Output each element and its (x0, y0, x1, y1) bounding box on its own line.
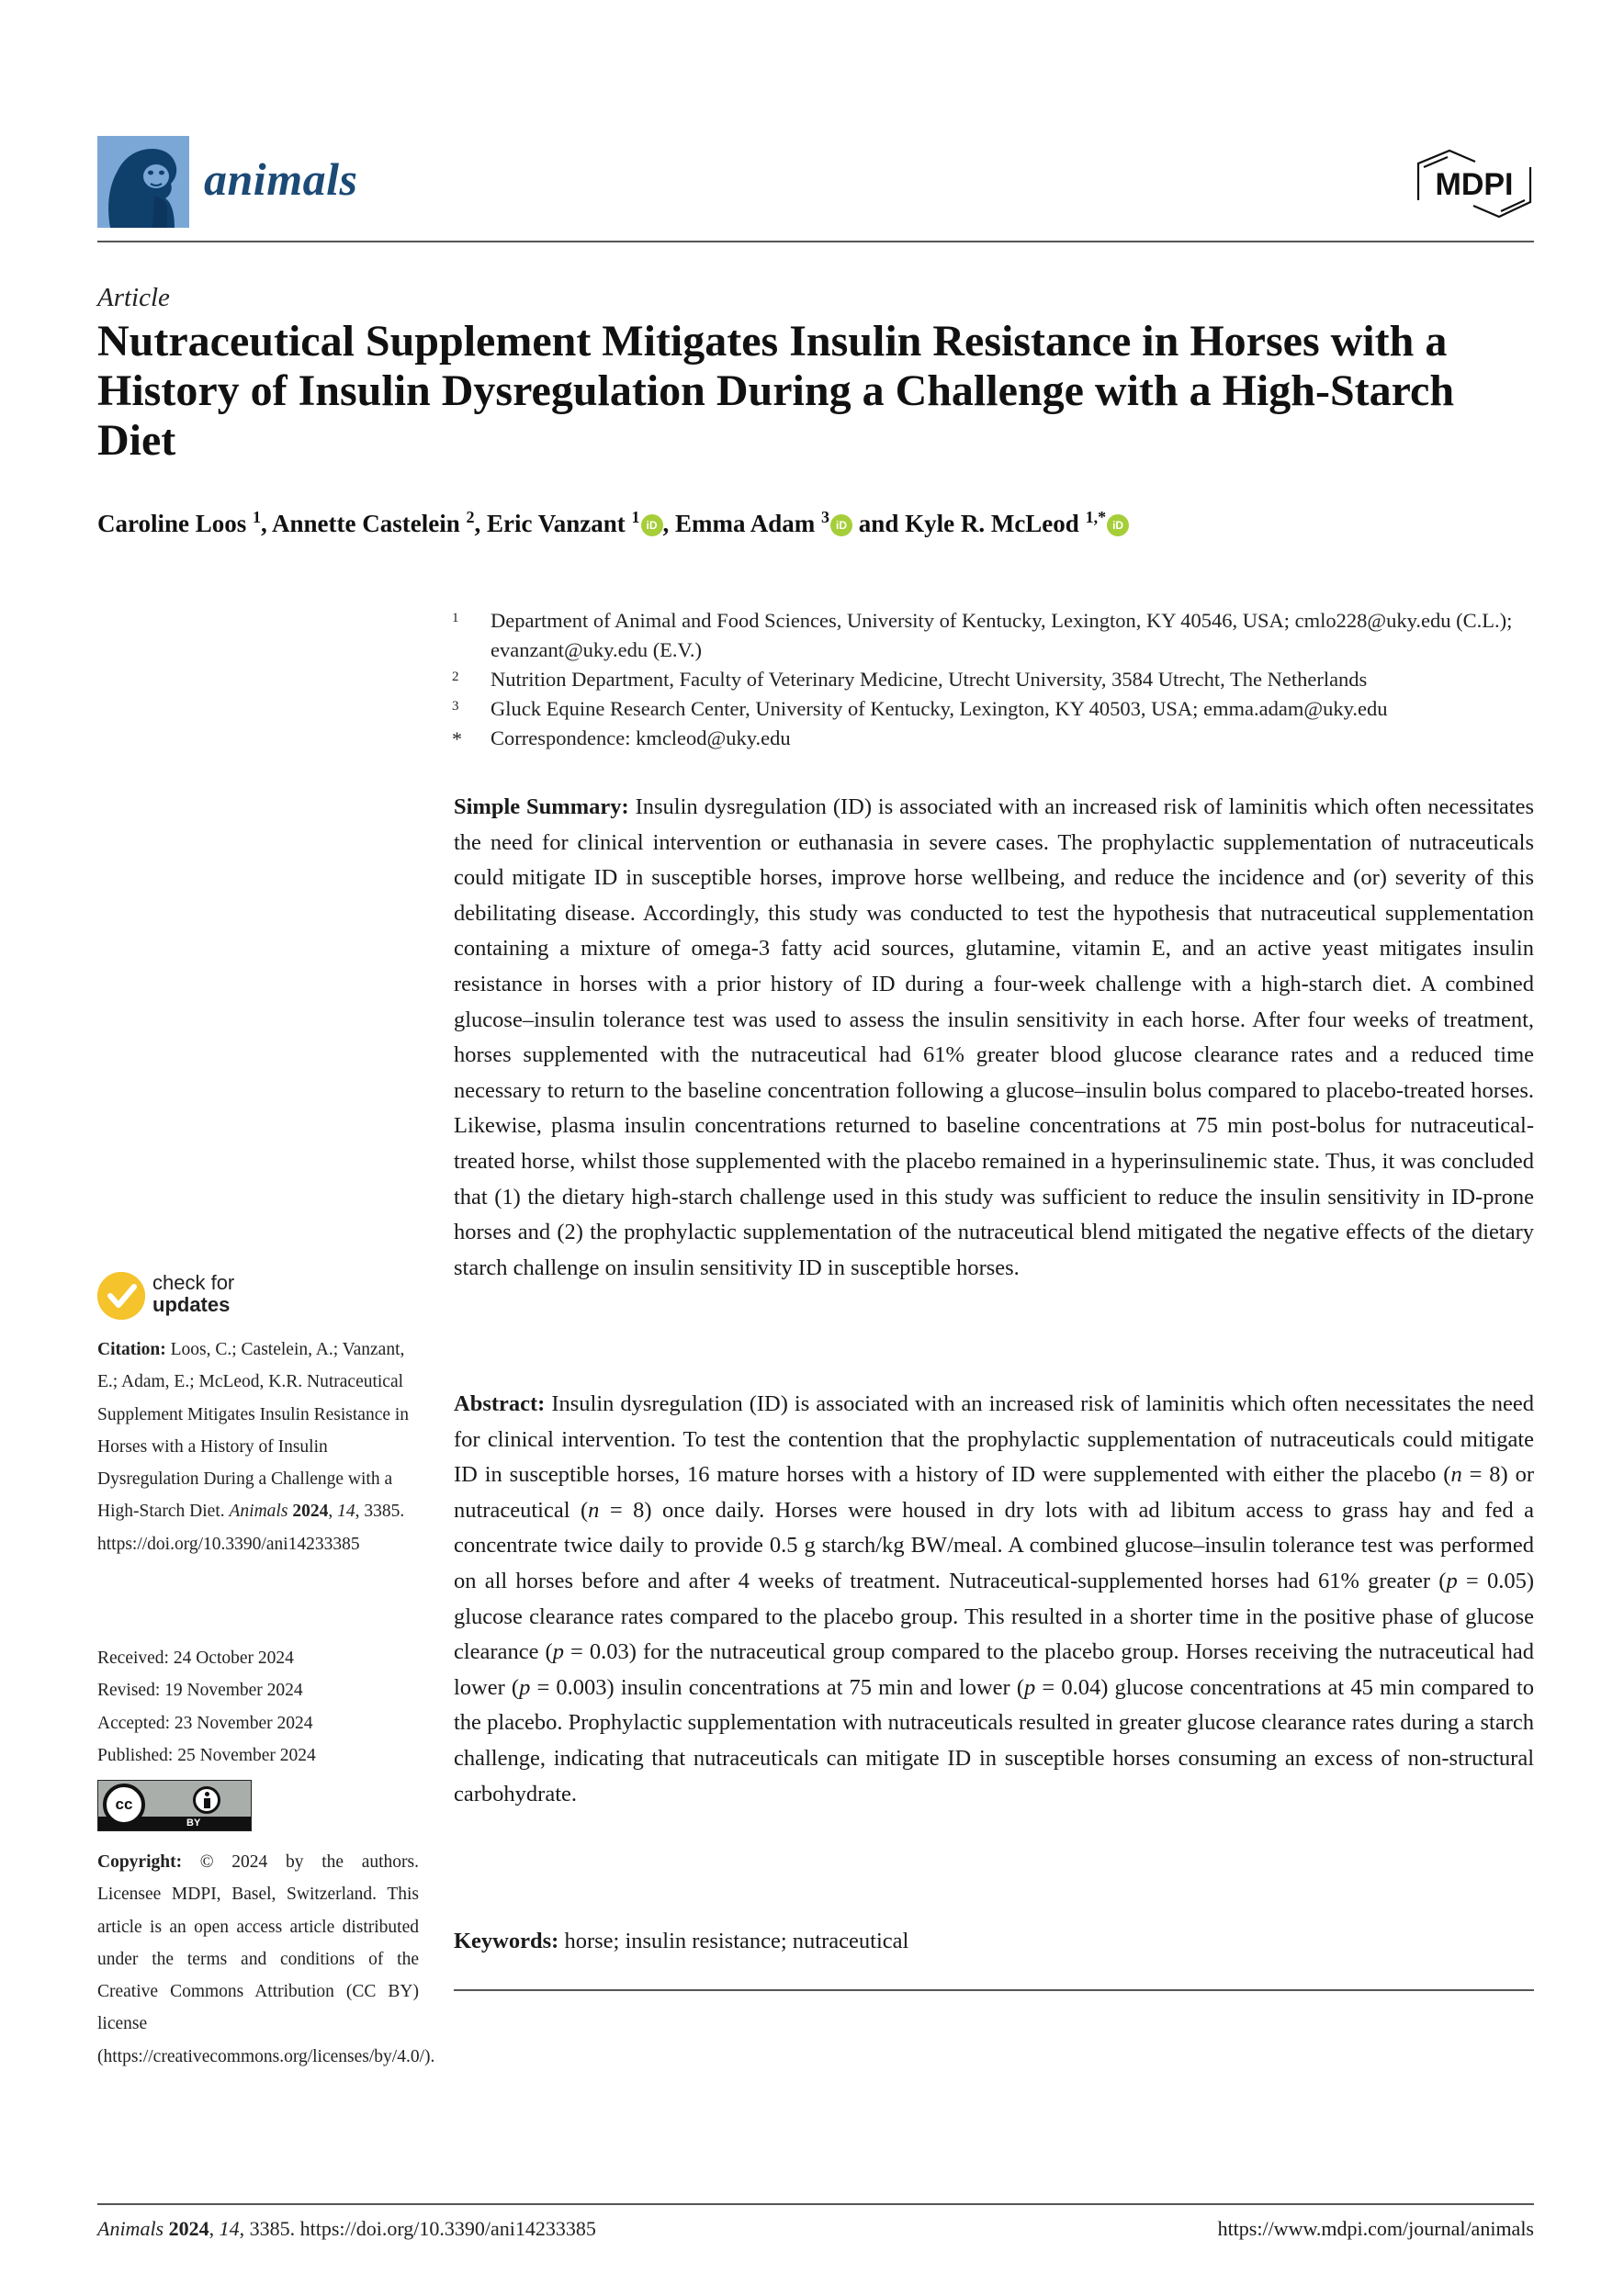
svg-text:MDPI: MDPI (1435, 167, 1514, 202)
simple-summary-text: Insulin dysregulation (ID) is associated with an increased risk of laminitis which often necessitates the need for clinical intervention or euthanasia in severe cases. The prophylactic supplementation of nutraceuticals could mitigate ID in susceptible horses, improve horse wellbeing, and reduce the incidence and (or) severity of this debilitating disease. Accordingly, this study was conducted to test the hypothesis that nutraceutical supplementation containing a mixture of omega-3 fatty acid sources, glutamine, vitamin E, and an active yeast mitigates insulin resistance in horses with a prior history of ID during a four-week challenge with a high-starch diet. A combined glucose–insulin tolerance test was used to assess the insulin sensitivity in each horse. After four weeks of treatment, horses supplemented with the nutraceutical had 61% greater blood glucose clearance rates and a reduced time necessary to return to the baseline concentration following a glucose–insulin bolus compared to placebo-treated horses. Likewise, plasma insulin concentrations returned to baseline concentrations at 75 min post-bolus for nutraceutical-treated horse, whilst those supplemented with the placebo remained in a hyperinsulinemic state. Thus, it was concluded that (1) the dietary high-starch challenge used in this study was sufficient to reduce the insulin sensitivity in ID-prone horses and (2) the prophylactic supplementation of the nutraceutical blend mitigated the negative effects of the dietary starch challenge on insulin sensitivity ID in susceptible horses. (454, 794, 1535, 1280)
attribution-person-icon (193, 1786, 220, 1814)
footer-divider (97, 2203, 1534, 2205)
keywords (454, 1924, 1534, 1960)
author-affiliation-mark: 1 (253, 508, 262, 526)
journal-name[interactable]: animals (204, 153, 358, 205)
footer-citation: Animals 2024, 14, 3385. https://doi.org/10.3390/ani14233385 (97, 2217, 596, 2240)
header-divider (97, 241, 1534, 242)
check-updates-line2: updates (152, 1293, 231, 1316)
abstract-label: Abstract: (454, 1391, 546, 1416)
check-updates-line1: check for (152, 1271, 235, 1294)
citation-block: Citation: Loos, C.; Castelein, A.; Vanzant, E.; Adam, E.; McLeod, K.R. Nutraceutical Supplement Mitigates Insulin Resistance in Horses with a History of Insulin Dysregulation During a Challenge with a High-Starch Diet. Animals 2024, 14, 3385. https://doi.org/10.3390/ani14233385 (97, 1340, 410, 1554)
abstract: Abstract: Insulin dysregulation (ID) is associated with an increased risk of laminitis which often necessitates the need for clinical intervention. To test the contention that the prophylactic supplementation of nutraceuticals could mitigate ID in susceptible horses, 16 mature horses with a history of ID were supplemented with either the placebo (n = 8) or nutraceutical (n = 8) once daily. Horses were housed in dry lots with ad libitum access to grass hay and fed a concentrate twice daily to provide 0.5 g starch/kg BW/meal. A combined glucose–insulin tolerance test was performed on all horses before and after 4 weeks of treatment. Nutraceutical-supplemented horses had 61% greater (p = 0.05) glucose clearance rates compared to the placebo group. This resulted in a shorter time in the positive phase of glucose clearance (p = 0.03) for the nutraceutical group compared to the placebo group. Horses receiving the nutraceutical had lower (p = 0.003) insulin concentrations at 75 min and lower (p = 0.04) glucose concentrations at 45 min compared to the placebo. Prophylactic supplementation with nutraceuticals resulted in greater glucose clearance rates during a starch challenge, indicating that nutraceuticals can mitigate ID in susceptible horses consuming an excess of non-structural carbohydrate. (454, 1391, 1535, 1806)
affiliation-text: Nutrition Department, Faculty of Veterinary Medicine, Utrecht University, 3584 Utrecht, The Netherlands (491, 668, 1368, 691)
cc-by-license-icon[interactable] (97, 1780, 252, 1831)
date-accepted: Accepted: 23 November 2024 (97, 1713, 313, 1733)
body-divider (454, 1989, 1534, 1991)
date-received: Received: 24 October 2024 (97, 1649, 294, 1668)
simple-summary-label: Simple Summary: (454, 794, 629, 819)
date-published: Published: 25 November 2024 (97, 1745, 316, 1765)
date-revised: Revised: 19 November 2024 (97, 1681, 303, 1701)
orcid-icon[interactable]: iD (1107, 514, 1129, 536)
article-type-label: Article (97, 283, 170, 312)
page-header (97, 136, 1534, 242)
simple-summary (454, 790, 1534, 1286)
footer-doi-link[interactable]: https://doi.org/10.3390/ani14233385 (299, 2217, 596, 2240)
check-updates-icon (97, 1272, 145, 1320)
affiliation-mark: 1 (452, 611, 459, 625)
author-name[interactable]: Kyle R. McLeod (905, 510, 1079, 537)
correspondence-text: Correspondence: kmcleod@uky.edu (491, 726, 791, 749)
affiliation-item (452, 694, 1536, 724)
author-affiliation-mark: 2 (466, 508, 475, 526)
affiliation-mark: 3 (452, 699, 459, 714)
affiliation-item (452, 724, 1536, 755)
affiliation-item (452, 606, 1536, 665)
author-affiliation-mark: 3 (821, 508, 830, 526)
affiliation-text: Gluck Equine Research Center, University of Kentucky, Lexington, KY 40503, USA; emma.adam@uky.edu (491, 697, 1388, 720)
citation-doi-link[interactable]: https://doi.org/10.3390/ani14233385 (97, 1534, 360, 1554)
keywords-label: Keywords: (454, 1929, 559, 1953)
citation-label: Citation: (97, 1340, 166, 1359)
article-title: Nutraceutical Supplement Mitigates Insulin Resistance in Horses with a History of Insulin Dysregulation During a Challenge with a High-Starch Diet (97, 317, 1455, 465)
affiliation-list (452, 606, 1536, 755)
orcid-icon[interactable]: iD (641, 514, 663, 536)
check-for-updates-button[interactable] (97, 1272, 281, 1323)
mdpi-logo-icon[interactable] (1415, 149, 1534, 219)
affiliation-mark: 2 (452, 670, 459, 684)
copyright-block (97, 1846, 435, 2073)
journal-url-link[interactable]: https://www.mdpi.com/journal/animals (1217, 2217, 1534, 2240)
publication-dates (97, 1642, 419, 1772)
copyright-label: Copyright: (97, 1852, 183, 1872)
author-name[interactable]: Caroline Loos (97, 510, 247, 537)
orcid-icon[interactable]: iD (830, 514, 852, 536)
author-affiliation-mark: 1,* (1085, 508, 1107, 526)
author-name[interactable]: Eric Vanzant (487, 510, 626, 537)
author-affiliation-mark: 1 (631, 508, 640, 526)
keywords-text: horse; insulin resistance; nutraceutical (564, 1929, 909, 1953)
copyright-text: © 2024 by the authors. Licensee MDPI, Basel, Switzerland. This article is an open access article distributed under the terms and conditions of the Creative Commons Attribution (CC BY) license (https://creativecommons.org/licenses/by/4.0/). (97, 1852, 435, 2066)
affiliation-item (452, 665, 1536, 694)
author-name[interactable]: Emma Adam (675, 510, 816, 537)
journal-logo-chimp-icon[interactable] (97, 136, 189, 228)
author-list: Caroline Loos $^1$, Annette Castelein $^2$, Eric Vanzant $^1$ iD , Emma Adam $^3$ iD and Kyle R. McLeod $^{1,*}$ iD (97, 510, 1129, 538)
creative-commons-icon: cc (103, 1784, 145, 1826)
affiliation-text: Department of Animal and Food Sciences, University of Kentucky, Lexington, KY 40546, USA; cmlo228@uky.edu (C.L.); evanzant@uky.edu (E.V.) (491, 609, 1513, 661)
citation-journal: Animals (229, 1502, 288, 1522)
by-label: BY (186, 1818, 201, 1829)
correspondence-mark: * (452, 727, 462, 750)
author-name[interactable]: Annette Castelein (272, 510, 460, 537)
